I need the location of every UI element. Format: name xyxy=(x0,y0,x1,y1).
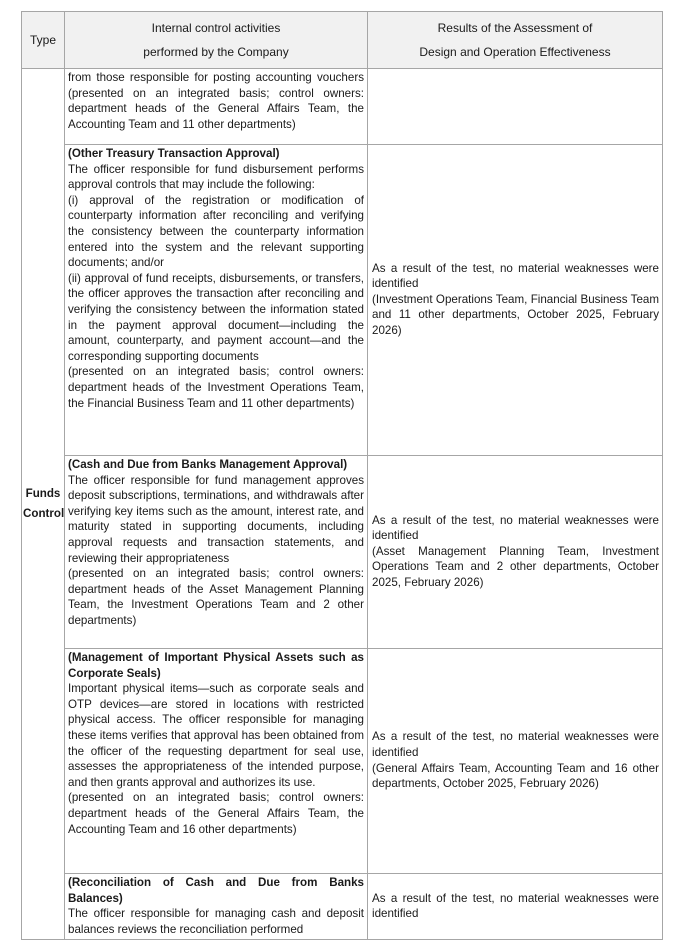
header-type-text: Type xyxy=(29,33,56,47)
result-cell xyxy=(368,69,663,145)
table-row xyxy=(22,874,663,940)
activity-cell xyxy=(65,69,368,145)
table-header-row xyxy=(22,12,663,69)
result-cell xyxy=(368,649,663,874)
activity-title: (Management of Important Physical Assets such as Corporate Seals) xyxy=(68,651,364,680)
result-summary: As a result of the test, no material weaknesses were identified xyxy=(372,730,659,759)
result-cell xyxy=(368,874,663,940)
table-row xyxy=(22,69,663,145)
activity-cell xyxy=(65,874,368,940)
activity-paragraph: from those responsible for posting accounting vouchers (presented on an integrated basis; control owners: department heads of the General Affairs Team, the Accounting Team and 11 other departments) xyxy=(68,71,364,131)
type-label-line2: Control xyxy=(23,507,65,521)
header-results-line1: Results of the Assessment of xyxy=(437,21,593,35)
activity-cell xyxy=(65,456,368,649)
activity-paragraph: The officer responsible for fund disbursement performs approval controls that may include the following: xyxy=(68,162,364,192)
table-row xyxy=(22,145,663,456)
activity-paragraph: (i) approval of the registration or modification of counterparty information after reconciling and verifying the consistency between the counterparty information entered into the system and the relevant supporting documents; and/or xyxy=(68,193,364,270)
activity-paragraph: (presented on an integrated basis; control owners: department heads of the Investment Operations Team, the Financial Business Team and 11 other departments) xyxy=(68,365,364,410)
header-type xyxy=(22,12,65,69)
internal-control-table xyxy=(21,11,663,940)
header-activities-line2: performed by the Company xyxy=(143,45,289,59)
activity-paragraph: (presented on an integrated basis; control owners: department heads of the General Affairs Team, the Accounting Team and 16 other departments) xyxy=(68,791,364,836)
header-activities xyxy=(65,12,368,69)
activity-paragraph: (ii) approval of fund receipts, disbursements, or transfers, the officer approves the transaction after reconciling and verifying the consistency between the information stated in the payment approval document—including the amount, counterparty, and payment account—and the corresponding supporting documents xyxy=(68,271,364,363)
header-activities-line1: Internal control activities xyxy=(151,21,281,35)
type-label-line1: Funds xyxy=(25,487,61,501)
type-cell xyxy=(22,69,65,940)
header-results-line2: Design and Operation Effectiveness xyxy=(419,45,611,59)
result-detail: (Investment Operations Team, Financial Business Team and 11 other departments, October 2025, February 2026) xyxy=(372,292,659,337)
result-cell xyxy=(368,456,663,649)
result-detail: (Asset Management Planning Team, Investment Operations Team and 2 other departments, October 2025, February 2026) xyxy=(372,544,659,589)
result-detail: (General Affairs Team, Accounting Team and 16 other departments, October 2025, February 2026) xyxy=(372,761,659,791)
activity-cell xyxy=(65,145,368,456)
activity-paragraph: Important physical items—such as corporate seals and OTP devices—are stored in locations with restricted physical access. The officer responsible for managing these items verifies that approval has been obtained from the officer of the requesting department for seal use, assesses the appropriateness of the intended purpose, and then grants approval and authorizes its use. xyxy=(68,682,364,789)
activity-cell xyxy=(65,649,368,874)
table-row xyxy=(22,649,663,874)
result-cell xyxy=(368,145,663,456)
activity-title: (Reconciliation of Cash and Due from Banks Balances) xyxy=(68,876,364,905)
activity-paragraph: The officer responsible for managing cash and deposit balances reviews the reconciliation performed xyxy=(68,907,364,936)
table-row xyxy=(22,456,663,649)
result-summary: As a result of the test, no material weaknesses were identified xyxy=(372,513,659,543)
header-results xyxy=(368,12,663,69)
activity-title: (Cash and Due from Banks Management Approval) xyxy=(68,458,348,471)
activity-title: (Other Treasury Transaction Approval) xyxy=(68,147,280,160)
activity-paragraph: (presented on an integrated basis; control owners: department heads of the Asset Management Planning Team, the Investment Operations Team and 2 other departments) xyxy=(68,567,364,627)
activity-paragraph: The officer responsible for fund management approves deposit subscriptions, terminations, and withdrawals after verifying key items such as the amount, interest rate, and maturity stated in supporting documents, including approval requests and transaction statements, and reviewing their appropriateness xyxy=(68,473,364,565)
result-summary: As a result of the test, no material weaknesses were identified xyxy=(372,891,659,921)
result-summary: As a result of the test, no material weaknesses were identified xyxy=(372,261,659,291)
